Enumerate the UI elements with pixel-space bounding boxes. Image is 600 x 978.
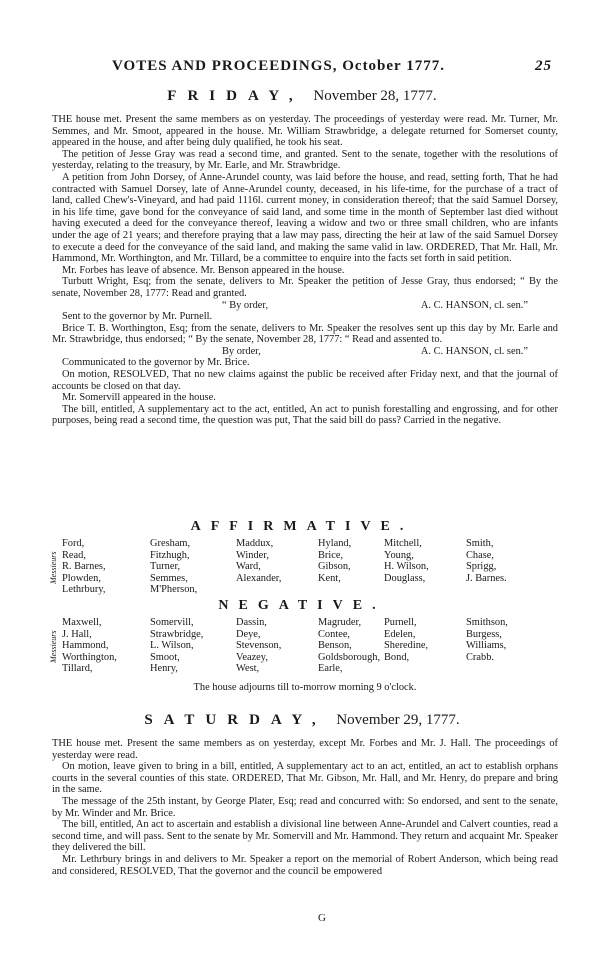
voter: Chase, xyxy=(466,549,494,561)
friday-para-8: Mr. Somervill appeared in the house. xyxy=(62,392,216,404)
aff-col-3 xyxy=(236,538,281,584)
friday-para-1: THE house met. Present the same members as on yesterday. The proceedings of yesterday were read. Mr. Turner, Mr. Semmes, and Mr. Smoot, appeared in the house. Mr. William Strawbridge, a delegate returned for Somerset county, appeared in the house, and after being duly qualified, he took his seat. xyxy=(52,114,558,149)
saturday-heading-day: SATURDAY, xyxy=(144,712,327,728)
aff-col-4 xyxy=(318,538,351,584)
voter: Winder, xyxy=(236,549,269,561)
voter: Stevenson, xyxy=(236,640,282,652)
voter: J. Hall, xyxy=(62,628,92,640)
voter: Gibson, xyxy=(318,561,351,573)
voter: Read, xyxy=(62,549,86,561)
voter: Hammond, xyxy=(62,640,109,652)
voter: Young, xyxy=(384,549,414,561)
voter: Dassin, xyxy=(236,617,267,628)
friday-body xyxy=(52,114,558,427)
voter: Worthington, xyxy=(62,651,117,663)
voter: Somervill, xyxy=(150,617,194,628)
voter: Benson, xyxy=(318,640,352,652)
voter: Burgess, xyxy=(466,628,502,640)
voter: Deye, xyxy=(236,628,261,640)
aff-col-2 xyxy=(150,538,197,596)
voter: Magruder, xyxy=(318,617,362,628)
running-head xyxy=(52,58,552,80)
signature-line-1 xyxy=(52,300,558,312)
voter: Lethrbury, xyxy=(62,584,106,596)
voter: Maxwell, xyxy=(62,617,102,628)
voter: Edelen, xyxy=(384,628,416,640)
neg-col-3 xyxy=(236,617,281,675)
voter: L. Wilson, xyxy=(150,640,194,652)
messieurs-label-1: Messieurs xyxy=(49,551,58,585)
friday-para-brice: Brice T. B. Worthington, Esq; from the senate, delivers to Mr. Speaker the resolves sent up this day by Mr. Earle and Mr. Strawbridge, thus endorsed; “ By the senate, November 28, 1777: “ Read and assented to. xyxy=(52,322,558,346)
sig2-name: A. C. HANSON, cl. sen.” xyxy=(420,345,528,357)
running-head-title: VOTES AND PROCEEDINGS, October 1777. xyxy=(112,58,445,74)
affirmative-list xyxy=(48,538,558,598)
voter: M'Pherson, xyxy=(150,584,198,596)
aff-col-1 xyxy=(62,538,106,596)
saturday-para-3: The message of the 25th instant, by George Plater, Esq; read and concurred with: So endorsed, and sent to the senate, by Mr. Winder and Mr. Brice. xyxy=(52,795,558,819)
friday-para-2: The petition of Jesse Gray was read a second time, and granted. Sent to the senate, together with the resolutions of yesterday, relating to the treasury, by Mr. Earle, and Mr. Strawbridge. xyxy=(52,148,558,172)
voter: Sheredine, xyxy=(384,640,429,652)
voter: Mitchell, xyxy=(384,538,422,549)
friday-para-3: A petition from John Dorsey, of Anne-Arundel county, was laid before the house, and read, setting forth, That he had contracted with Samuel Dorsey, late of Anne-Arundel county, deceased, in his life-time, for the purchase of a tract of land, called Chew's-Vineyard, and had paid 1116l. current money, in consideration thereof; that the said Samuel Dorsey, in his life time, gave bond for the conveyance of said land, and some time in the month of September last died without having executed a deed for the conveyance thereof, leaving a widow and two or three small children, who are infants under the age of 21 years; and therefore praying that a law may pass, directing the heir at law of the said Samuel Dorsey to execute a deed for the conveyance of the said land, and making the same valid in law. ORDERED, That Mr. Hall, Mr. Hammond, Mr. Worthington, and Mr. Tillard, be a committee to enquire into the facts set forth in said petition. xyxy=(52,171,558,265)
voter: Smithson, xyxy=(466,617,508,628)
voter: Ward, xyxy=(236,561,261,573)
voter: West, xyxy=(236,663,260,675)
friday-para-9: The bill, entitled, A supplementary act to the act, entitled, An act to punish forestalling and engrossing, and for other purposes, being read a second time, the question was put, That the said bill do pass? Carried in the negative. xyxy=(52,403,558,427)
aff-col-6 xyxy=(466,538,507,584)
voter: Henry, xyxy=(150,663,178,675)
voter: Ford, xyxy=(62,538,85,549)
voter: Turner, xyxy=(150,561,181,573)
voter: Earle, xyxy=(318,663,343,675)
friday-para-5: Turbutt Wright, Esq; from the senate, delivers to Mr. Speaker the petition of Jesse Gray, thus endorsed; “ By the senate, November 28, 1777: Read and granted. xyxy=(52,276,558,299)
adjourn-line: The house adjourns till to-morrow morning 9 o'clock. xyxy=(193,682,417,693)
friday-para-7: On motion, RESOLVED, That no new claims against the public be received after Friday next, and that the journal of accounts be closed on that day. xyxy=(52,369,558,392)
negative-heading: NEGATIVE. xyxy=(218,598,386,613)
voter: Alexander, xyxy=(236,572,282,584)
friday-heading-day: FRIDAY, xyxy=(167,88,304,104)
friday-para-sent-governor: Sent to the governor by Mr. Purnell. xyxy=(62,311,213,323)
voter: H. Wilson, xyxy=(384,561,429,573)
sig1-by: “ By order, xyxy=(222,299,269,311)
signature-line-2 xyxy=(52,346,558,358)
voter: Gresham, xyxy=(150,538,191,549)
voter: Crabb. xyxy=(466,651,494,663)
voter: Semmes, xyxy=(150,572,188,584)
friday-para-6: Communicated to the governor by Mr. Brice. xyxy=(62,357,250,369)
voter: Tillard, xyxy=(62,663,93,675)
saturday-para-5: Mr. Lethrbury brings in and delivers to Mr. Speaker a report on the memorial of Robert Anderson, which being read and considered, RESOLVED, That the governor and the council be empowered xyxy=(52,853,558,877)
voter: Goldsborough, xyxy=(318,651,381,663)
messieurs-label-2: Messieurs xyxy=(49,630,58,664)
saturday-heading xyxy=(52,712,552,729)
voter: Maddux, xyxy=(236,538,274,549)
voter: R. Barnes, xyxy=(62,561,106,573)
saturday-para-4: The bill, entitled, An act to ascertain and establish a divisional line between Anne-Arundel and Calvert counties, read a second time, and will pass. Sent to the senate by Mr. Somervill and Mr. Hammond. They return and acquaint Mr. Speaker they delivered the bill. xyxy=(52,819,558,854)
friday-heading xyxy=(52,88,552,105)
sig2-by: By order, xyxy=(222,345,261,357)
neg-col-5 xyxy=(384,617,428,663)
page-number: 25 xyxy=(535,58,552,74)
voter: Smoot, xyxy=(150,651,180,663)
aff-col-5 xyxy=(384,538,429,584)
voter: J. Barnes. xyxy=(466,572,507,584)
sig1-name: A. C. HANSON, cl. sen.” xyxy=(420,299,528,311)
voter: Sprigg, xyxy=(466,561,497,573)
saturday-heading-date: November 29, 1777. xyxy=(336,712,460,728)
saturday-para-2: On motion, leave given to bring in a bill, entitled, A supplementary act to an act, entitled, an act to establish orphans courts in the several counties of this state. ORDERED, That Mr. Gibson, Mr. Hall, and Mr. Henry, do prepare and bring in the same. xyxy=(52,761,558,796)
voter: Hyland, xyxy=(318,538,352,549)
saturday-para-1: THE house met. Present the same members as on yesterday, except Mr. Forbes and Mr. J. Hall. The proceedings of yesterday were read. xyxy=(52,738,558,761)
voter: Veazey, xyxy=(236,651,268,663)
neg-col-6 xyxy=(466,617,508,663)
saturday-body xyxy=(52,738,558,877)
friday-para-4: Mr. Forbes has leave of absence. Mr. Benson appeared in the house. xyxy=(62,264,345,276)
voter: Smith, xyxy=(466,538,494,549)
neg-col-4 xyxy=(318,617,380,675)
voter: Strawbridge, xyxy=(150,628,204,640)
signature-mark: G xyxy=(318,912,326,924)
voter: Plowden, xyxy=(62,572,101,584)
neg-col-1 xyxy=(62,617,117,675)
friday-heading-date: November 28, 1777. xyxy=(313,88,437,104)
voter: Brice, xyxy=(318,549,344,561)
voter: Fitzhugh, xyxy=(150,549,190,561)
voter: Williams, xyxy=(466,640,507,652)
voter: Kent, xyxy=(318,572,341,584)
voter: Douglass, xyxy=(384,572,426,584)
affirmative-heading: AFFIRMATIVE. xyxy=(190,519,414,534)
voter: Bond, xyxy=(384,651,410,663)
neg-col-2 xyxy=(150,617,203,675)
voter: Contee, xyxy=(318,628,351,640)
negative-list xyxy=(48,617,558,677)
voter: Purnell, xyxy=(384,617,417,628)
